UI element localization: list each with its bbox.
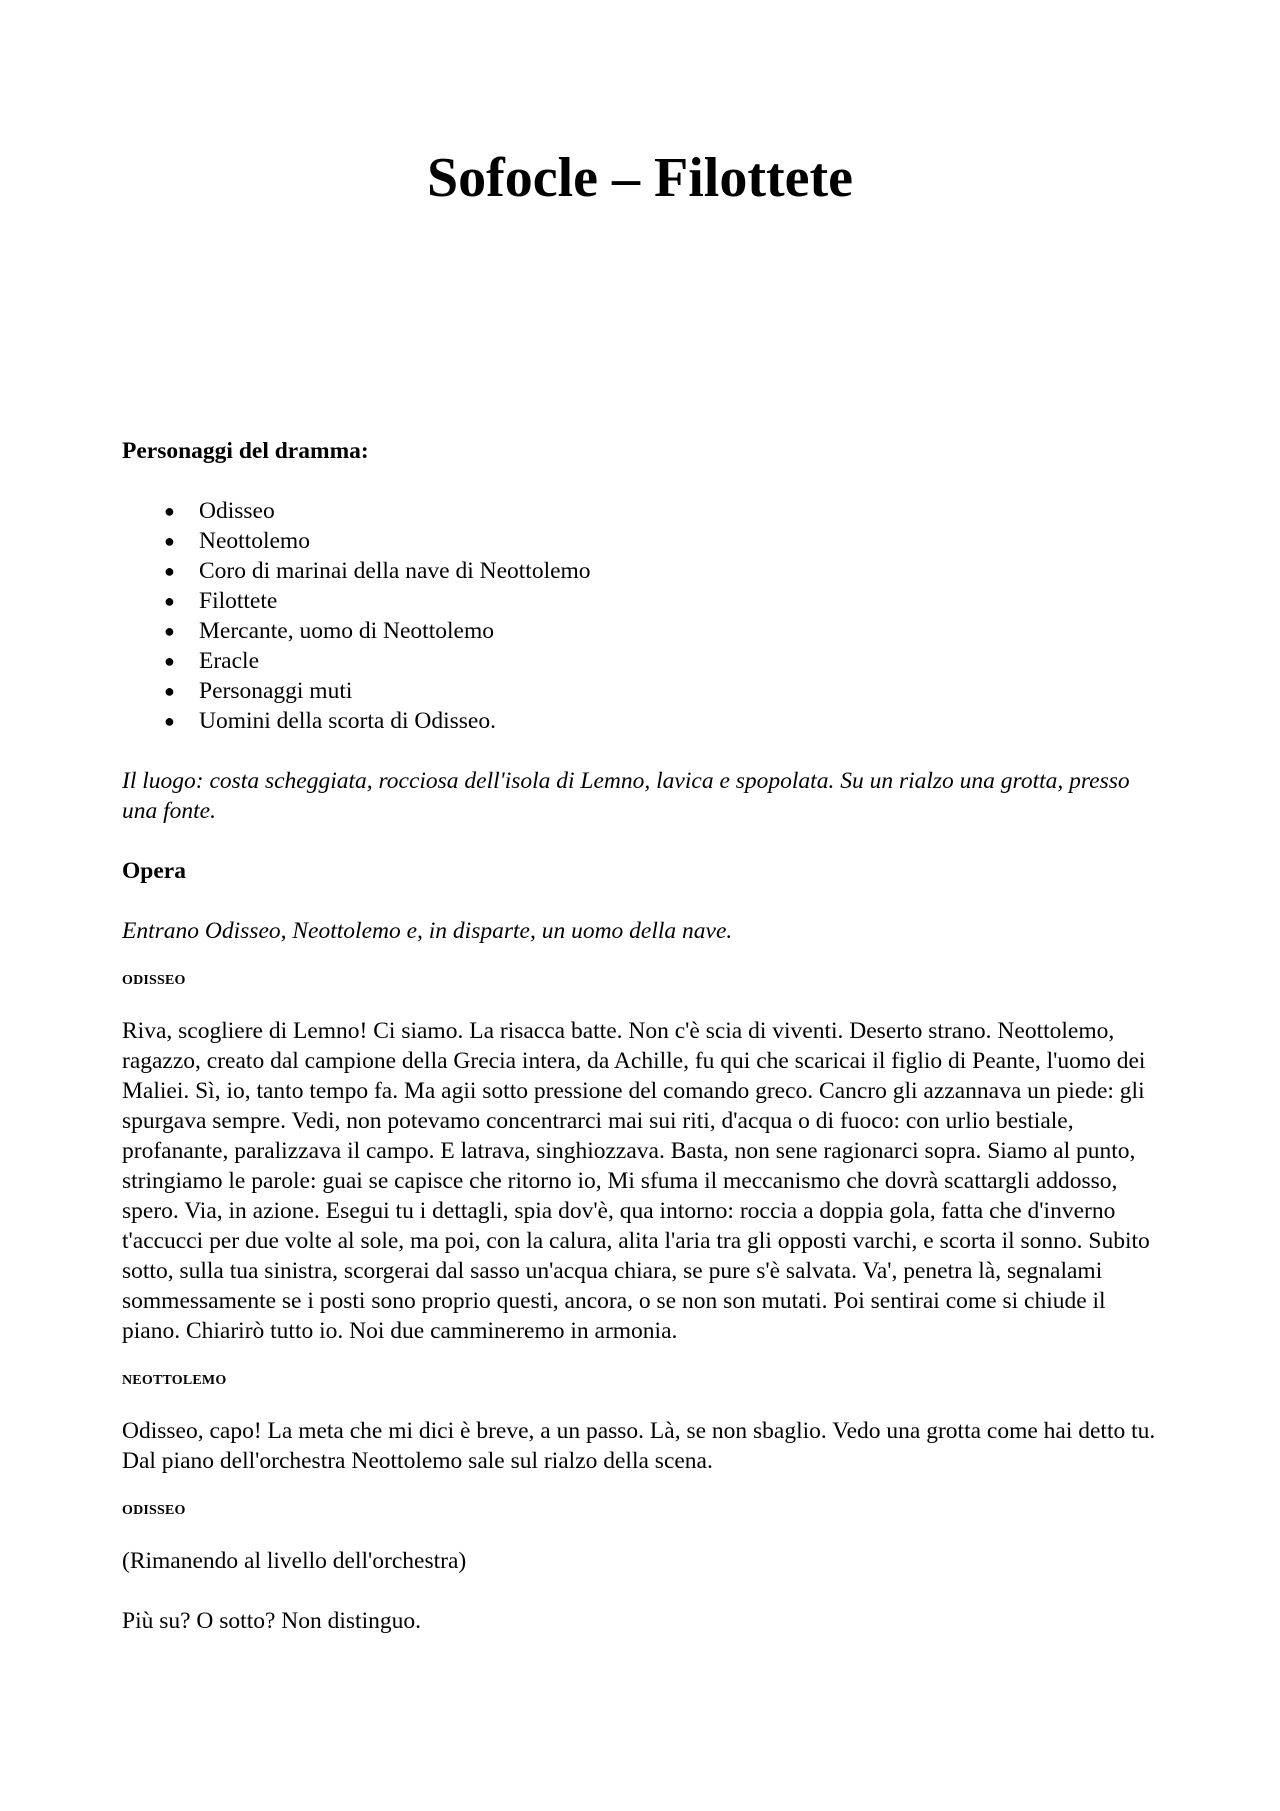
- bullet-icon: ●: [164, 591, 175, 611]
- list-item: ● Neottolemo: [164, 528, 310, 554]
- list-item: ● Eracle: [164, 648, 260, 674]
- document-title: Sofocle – Filottete: [426, 147, 854, 209]
- list-item: ● Personaggi muti: [164, 678, 353, 704]
- speech-paragraph: Odisseo, capo! La meta che mi dici è breve, a un passo. Là, se non sbaglio. Vedo una grotta come hai detto tu. Dal piano dell'orchestra Neottolemo sale sul rialzo della scena.: [122, 1418, 1156, 1474]
- bullet-icon: ●: [164, 651, 175, 671]
- speaker-label: ODISSEO: [122, 973, 186, 988]
- document-body: [122, 436, 1162, 1636]
- setting-paragraph: Il luogo: costa scheggiata, rocciosa dell'isola di Lemno, lavica e spopolata. Su un rialzo una grotta, presso una fonte.: [122, 768, 1130, 824]
- characters-list: [122, 496, 1162, 736]
- speech-paragraph: Più su? O sotto? Non distinguo.: [122, 1608, 421, 1634]
- list-item: ● Odisseo: [164, 498, 275, 524]
- list-item: ● Mercante, uomo di Neottolemo: [164, 618, 494, 644]
- speaker-label: ODISSEO: [122, 1503, 186, 1518]
- bullet-icon: ●: [164, 711, 175, 731]
- bullet-icon: ●: [164, 531, 175, 551]
- speech-paragraph: Riva, scogliere di Lemno! Ci siamo. La risacca batte. Non c'è scia di viventi. Deserto strano. Neottolemo, ragazzo, creato dal campione della Grecia intera, da Achille, fu qui che scaricai il figlio di Peante, l'uomo dei Maliei. Sì, io, tanto tempo fa. Ma agii sotto pressione del comando greco. Cancro gli azzannava un piede: gli spurgava sempre. Vedi, non potevamo concentrarci mai sui riti, d'acqua o di fuoco: con urlio bestiale, profanante, paralizzava il campo. E latrava, singhiozzava. Basta, non sene ragionarci sopra. Siamo al punto, stringiamo le parole: guai se capisce che ritorno io, Mi sfuma il meccanismo che dovrà scattargli addosso, spero. Via, in azione. Esegui tu i dettagli, spia dov'è, qua intorno: roccia a doppia gola, fatta che d'inverno t'accucci per due volte al sole, ma poi, con la calura, alita l'aria tra gli opposti varchi, e scorta il sonno. Subito sotto, sulla tua sinistra, scorgerai dal sasso un'acqua chiara, se pure s'è salvata. Va', penetra là, segnalami sommessamente se i posti sono proprio questi, ancora, o se non son mutati. Poi sentirai come si chiude il piano. Chiarirò tutto io. Noi due cammineremo in armonia.: [122, 1018, 1150, 1344]
- stage-direction: (Rimanendo al livello dell'orchestra): [122, 1548, 467, 1574]
- bullet-icon: ●: [164, 681, 175, 701]
- opera-heading: Opera: [122, 858, 186, 884]
- speaker-label: NEOTTOLEMO: [122, 1373, 227, 1388]
- bullet-icon: ●: [164, 501, 175, 521]
- stage-direction: Entrano Odisseo, Neottolemo e, in disparte, un uomo della nave.: [122, 918, 733, 944]
- characters-heading: Personaggi del dramma:: [122, 438, 369, 464]
- bullet-icon: ●: [164, 621, 175, 641]
- bullet-icon: ●: [164, 561, 175, 581]
- list-item: ● Filottete: [164, 588, 278, 614]
- list-item: ● Coro di marinai della nave di Neottolemo: [164, 558, 591, 584]
- list-item: ● Uomini della scorta di Odisseo.: [164, 708, 496, 734]
